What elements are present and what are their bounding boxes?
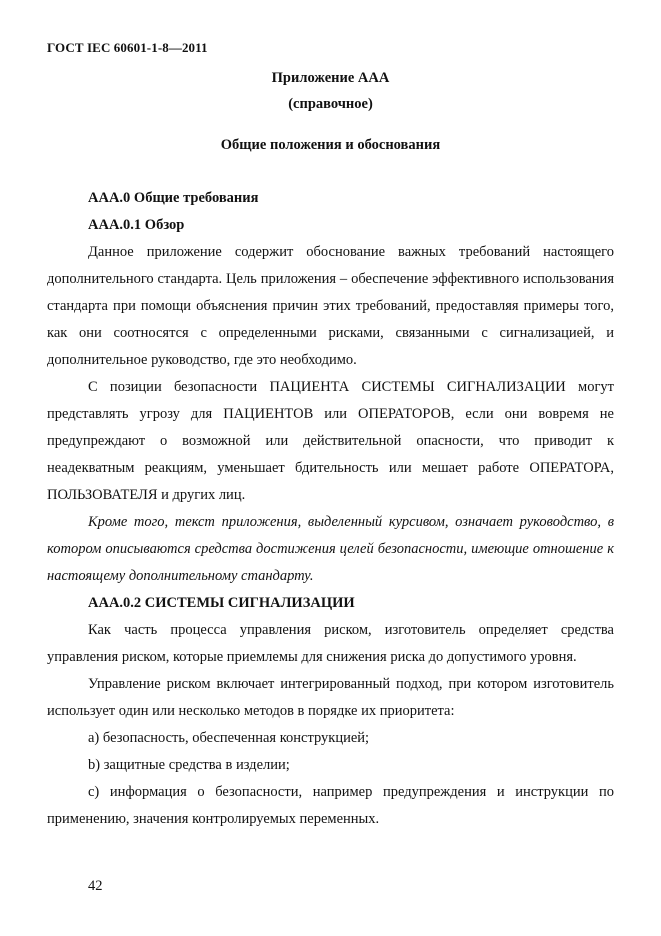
heading-aaa02: ААА.0.2 СИСТЕМЫ СИГНАЛИЗАЦИИ [88, 595, 355, 611]
paragraph-risk-process: Как часть процесса управления риском, изготовитель определяет средства управления риском, которые приемлемы для снижения риска до допустимого уровня. [47, 622, 614, 665]
list-item: b) защитные средства в изделии; [88, 757, 290, 773]
paragraph-risk-methods: Управление риском включает интегрированный подход, при котором изготовитель использует один или несколько методов в порядке их приоритета: [47, 676, 614, 719]
page-number: 42 [88, 878, 103, 894]
list-item: a) безопасность, обеспеченная конструкцией; [88, 730, 370, 746]
document-body [47, 185, 614, 833]
standard-header: ГОСТ IEC 60601-1-8—2011 [47, 40, 208, 55]
paragraph-safety: С позиции безопасности ПАЦИЕНТА СИСТЕМЫ СИГНАЛИЗАЦИИ могут представлять угрозу для ПАЦИЕНТОВ или ОПЕРАТОРОВ, если они вовремя не предупреждают о возможной или действительной опасности, что приводит к неадекватным реакциям, уменьшает бдительность или мешает работе ОПЕРАТОРА, ПОЛЬЗОВАТЕЛЯ и других лиц. [47, 379, 614, 503]
paragraph-italic-note: Кроме того, текст приложения, выделенный курсивом, означает руководство, в котором описываются средства достижения целей безопасности, имеющие отношение к настоящему дополнительному стандарту. [47, 514, 614, 584]
appendix-subtitle: (справочное) [288, 96, 373, 112]
section-title: Общие положения и обоснования [220, 137, 441, 153]
paragraph-overview: Данное приложение содержит обоснование важных требований настоящего дополнительного стандарта. Цель приложения – обеспечение эффективного использования стандарта при помощи объяснения причин этих требований, предоставляя примеры того, как они соотносятся с определенными рисками, связанными с сигнализацией, и дополнительное руководство, где это необходимо. [47, 244, 614, 368]
list-item: c) информация о безопасности, например предупреждения и инструкции по применению, значения контролируемых переменных. [47, 784, 614, 827]
heading-aaa01: ААА.0.1 Обзор [88, 217, 185, 233]
appendix-title: Приложение ААА [271, 70, 390, 86]
heading-aaa0: ААА.0 Общие требования [88, 190, 259, 206]
